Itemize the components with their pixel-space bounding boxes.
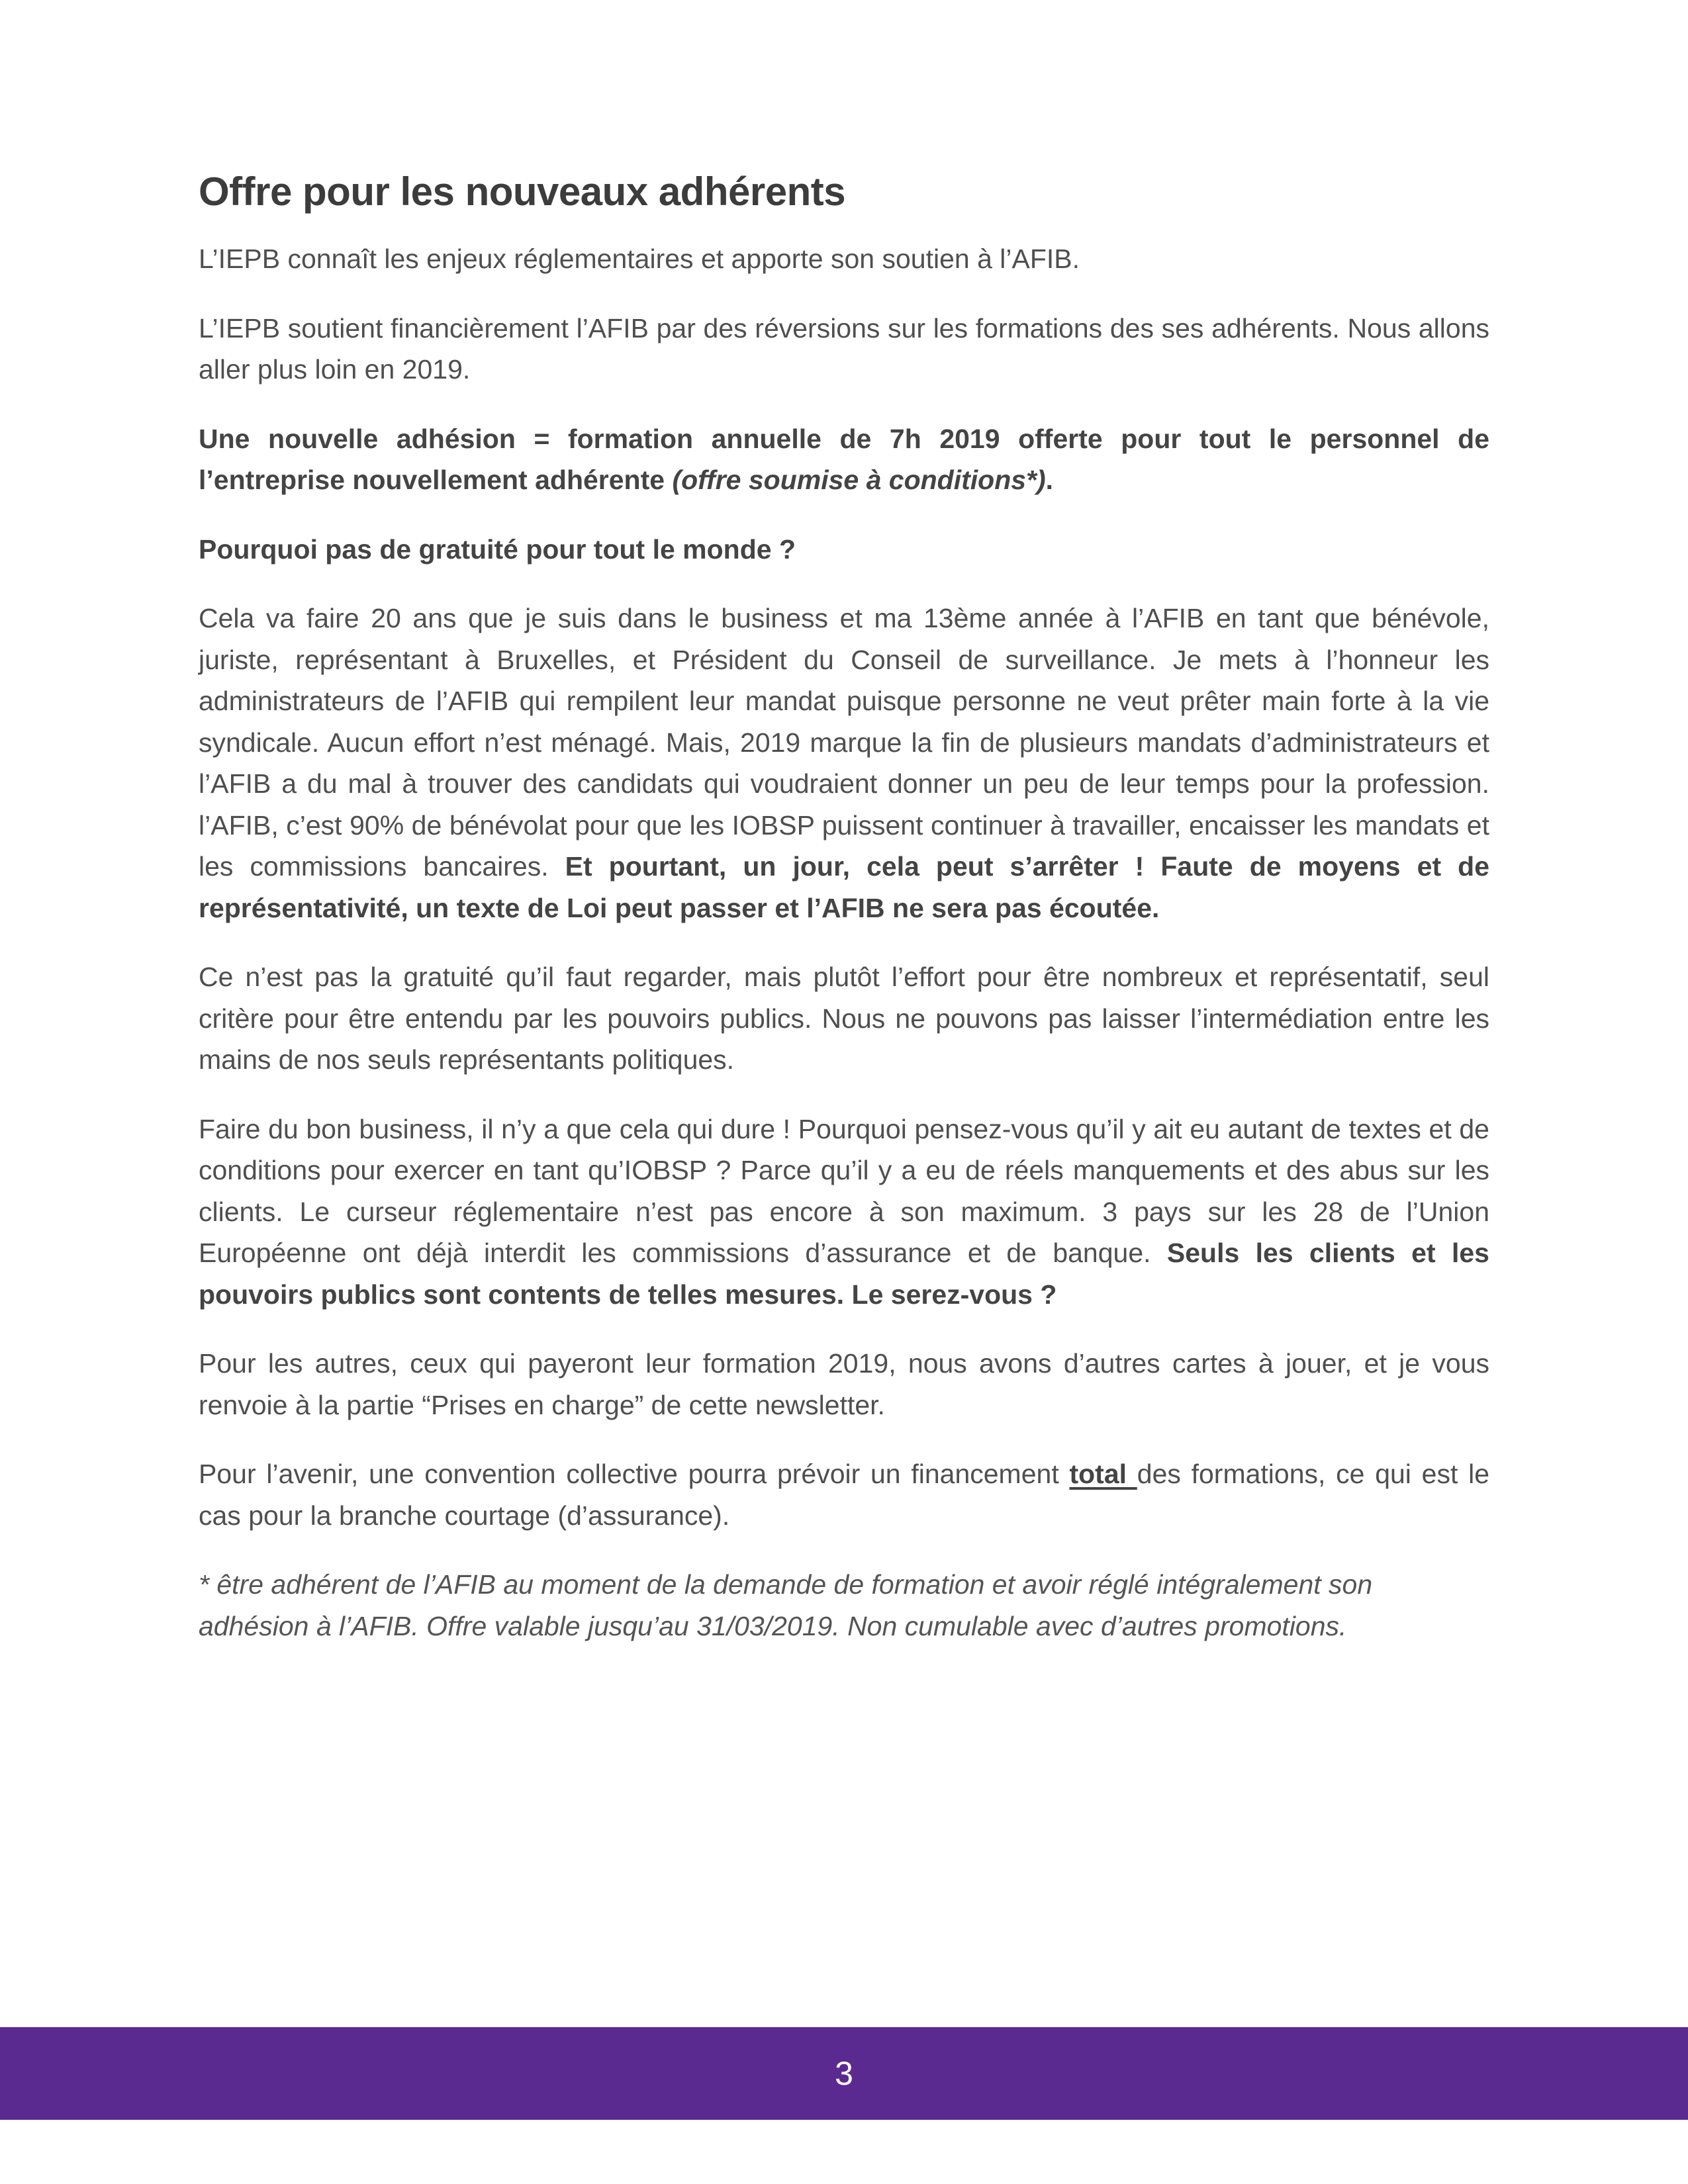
footnote: * être adhérent de l’AFIB au moment de la demande de formation et avoir réglé intégralement son adhésion à l’AFIB. Offre valable jusqu’au 31/03/2019. Non cumulable avec d’autres promotions. [199,1569,1373,1641]
paragraph-context [199,598,1489,929]
context-text: Cela va faire 20 ans que je suis dans le business et ma 13ème année à l’AFIB en tant que bénévole, juriste, représentant à Bruxelles, et Président du Conseil de surveillance. Je mets à l’honneur les administrateurs de l’AFIB qui rempilent leur mandat puisque personne ne veut prêter main forte à la vie syndicale. Aucun effort n’est ménagé. Mais, 2019 marque la fin de plusieurs mandats d’administrateurs et l’AFIB a du mal à trouver des candidats qui voudraient donner un peu de leur temps pour la profession. l’AFIB, c’est 90% de bénévolat pour que les IOBSP puissent continuer à travailler, encaisser les mandats et les commissions bancaires. [199,603,1489,882]
question-text: Pourquoi pas de gratuité pour tout le monde ? [199,533,796,565]
offer-end-text: . [1045,465,1054,495]
paragraph-financial-support: L’IEPB soutient financièrement l’AFIB par des réversions sur les formations des ses adhérents. Nous allons aller plus loin en 2019. [199,312,1489,385]
paragraph-business [199,1109,1489,1316]
business-text: Faire du bon business, il n’y a que cela qui dure ! Pourquoi pensez-vous qu’il y ait eu autant de textes et de conditions pour exercer en tant qu’IOBSP ? Parce qu’il y a eu de réels manquements et des abus sur les clients. Le curseur réglementaire n’est pas encore à son maximum. 3 pays sur les 28 de l’Union Européenne ont déjà interdit les commissions d’assurance et de banque. [199,1113,1489,1268]
business-bold-text: Seuls les clients et les pouvoirs publics sont contents de telles mesures. Le serez-vous ? [199,1238,1489,1310]
page-title: Offre pour les nouveaux adhérents [199,169,846,214]
offer-conditions-text: (offre soumise à conditions*) [672,465,1046,495]
context-bold-text: Et pourtant, un jour, cela peut s’arrêter ! Faute de moyens et de représentativité, un texte de Loi peut passer et l’AFIB ne sera pas écoutée. [199,851,1489,923]
page-content [199,165,1489,1674]
footer-band [0,2027,1688,2120]
paragraph-future [199,1453,1489,1536]
future-text-after: des formations, ce qui est le cas pour la branche courtage (d’assurance). [199,1459,1490,1531]
future-text-before: Pour l’avenir, une convention collective pourra prévoir un financement [199,1459,1070,1489]
future-total-text: total [1069,1459,1137,1489]
paragraph-offer [199,418,1489,501]
page-number: 3 [835,2055,853,2092]
paragraph-question [199,529,1489,570]
offer-bold-text: Une nouvelle adhésion = formation annuelle de 7h 2019 offerte pour tout le personnel de l’entreprise nouvellement adhérente [199,423,1489,495]
paragraph-others: Pour les autres, ceux qui payeront leur formation 2019, nous avons d’autres cartes à jouer, et je vous renvoie à la partie “Prises en charge” de cette newsletter. [199,1348,1489,1420]
paragraph-intro: L’IEPB connaît les enjeux réglementaires et apporte son soutien à l’AFIB. [199,244,1080,274]
paragraph-effort: Ce n’est pas la gratuité qu’il faut regarder, mais plutôt l’effort pour être nombreux et représentatif, seul critère pour être entendu par les pouvoirs publics. Nous ne pouvons pas laisser l’intermédiation entre les mains de nos seuls représentants politiques. [199,962,1489,1075]
